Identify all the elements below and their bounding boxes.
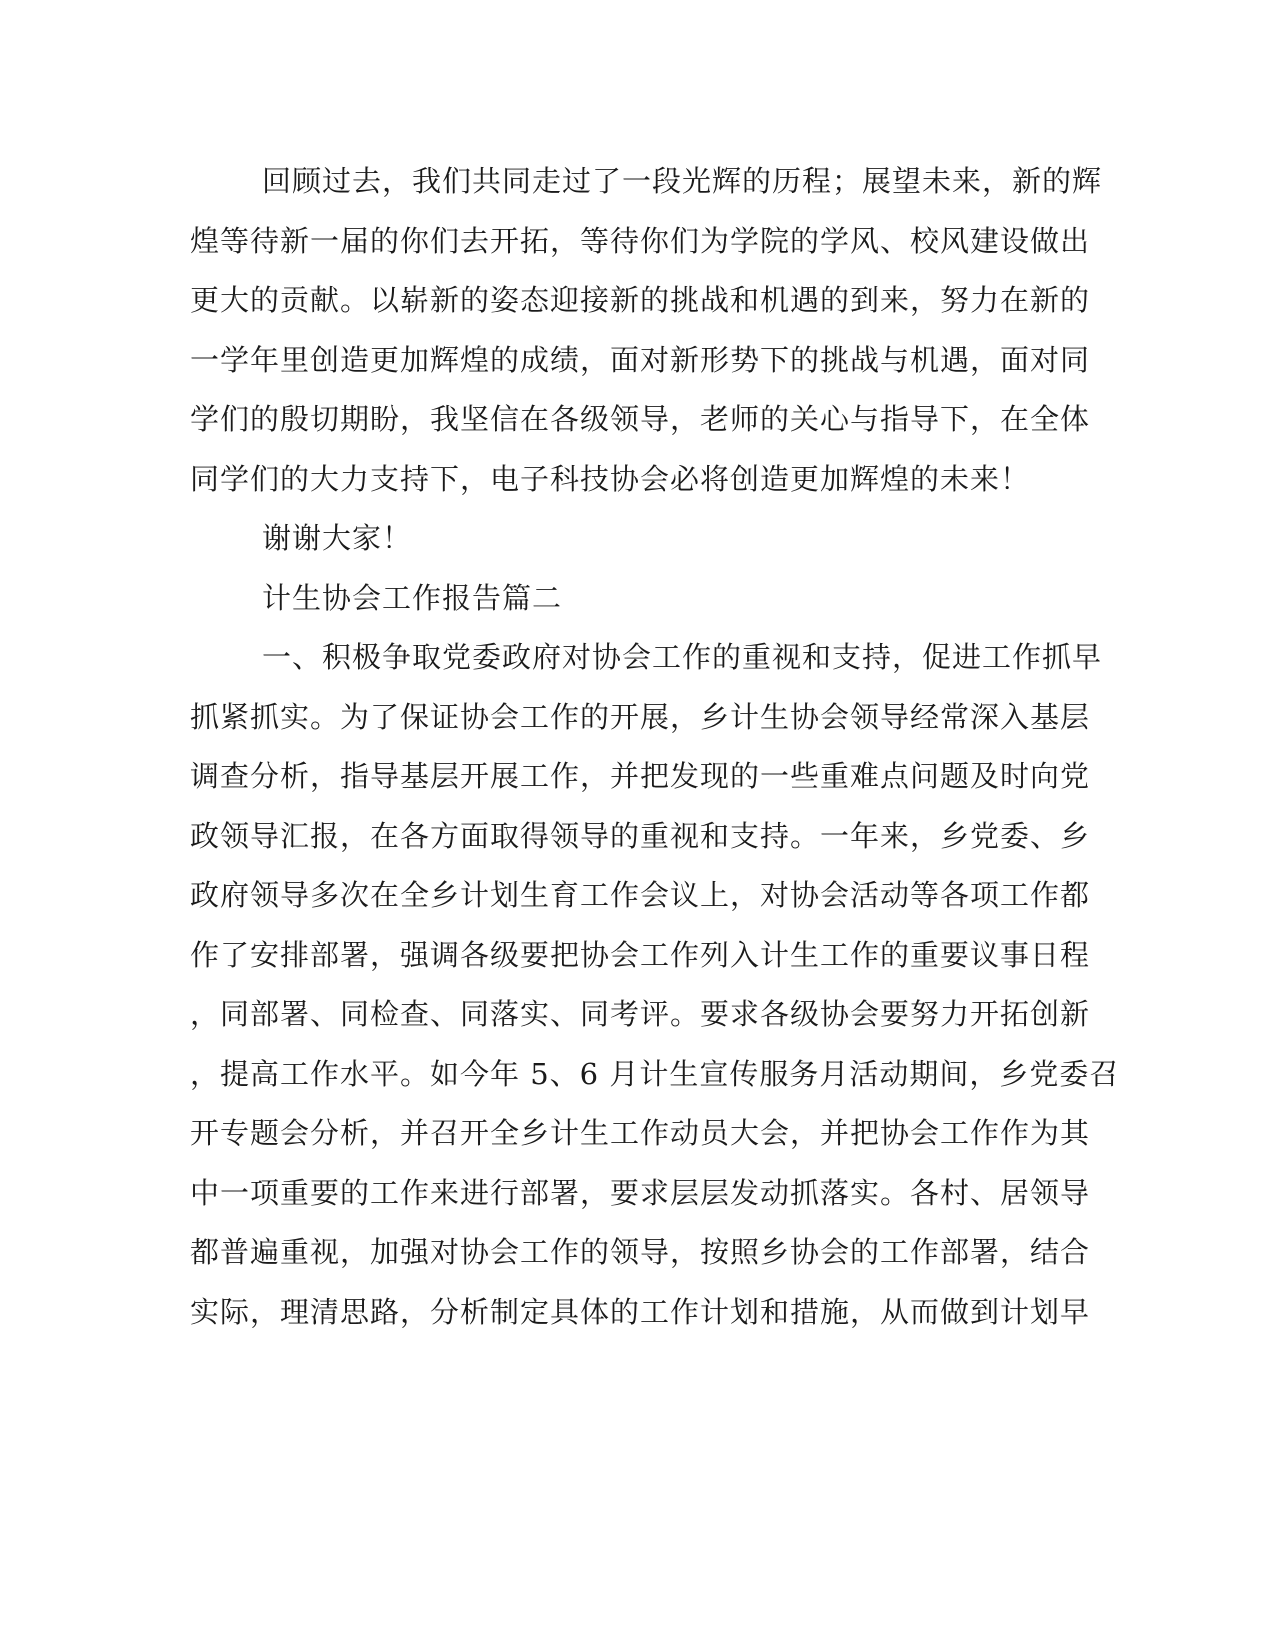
paragraph-line: 开专题会分析，并召开全乡计生工作动员大会，并把协会工作作为其 [190, 1116, 1091, 1150]
section-heading: 计生协会工作报告篇二 [262, 581, 563, 615]
paragraph-line: 回顾过去，我们共同走过了一段光辉的历程；展望未来，新的辉 [262, 164, 1103, 198]
paragraph-line: 一学年里创造更加辉煌的成绩，面对新形势下的挑战与机遇，面对同 [190, 343, 1091, 377]
paragraph-line: 同学们的大力支持下，电子科技协会必将创造更加辉煌的未来！ [190, 462, 1031, 496]
paragraph-line: 一、积极争取党委政府对协会工作的重视和支持，促进工作抓早 [262, 640, 1103, 674]
paragraph-line: 政领导汇报，在各方面取得领导的重视和支持。一年来，乡党委、乡 [190, 819, 1091, 853]
paragraph-line: 更大的贡献。以崭新的姿态迎接新的挑战和机遇的到来，努力在新的 [190, 283, 1091, 317]
paragraph-line: 学们的殷切期盼，我坚信在各级领导，老师的关心与指导下，在全体 [190, 402, 1091, 436]
paragraph-line: 煌等待新一届的你们去开拓，等待你们为学院的学风、校风建设做出 [190, 224, 1091, 258]
paragraph-line: 都普遍重视，加强对协会工作的领导，按照乡协会的工作部署，结合 [190, 1235, 1091, 1269]
paragraph-line: 调查分析，指导基层开展工作，并把发现的一些重难点问题及时向党 [190, 759, 1091, 793]
paragraph-line: 作了安排部署，强调各级要把协会工作列入计生工作的重要议事日程 [190, 938, 1091, 972]
paragraph-line: ，同部署、同检查、同落实、同考评。要求各级协会要努力开拓创新 [190, 997, 1091, 1031]
closing-line: 谢谢大家！ [262, 521, 413, 555]
paragraph-line: 政府领导多次在全乡计划生育工作会议上，对协会活动等各项工作都 [190, 878, 1091, 912]
paragraph-line: 实际，理清思路，分析制定具体的工作计划和措施，从而做到计划早 [190, 1295, 1091, 1329]
paragraph-line: 中一项重要的工作来进行部署，要求层层发动抓落实。各村、居领导 [190, 1176, 1091, 1210]
paragraph-line: 抓紧抓实。为了保证协会工作的开展，乡计生协会领导经常深入基层 [190, 700, 1091, 734]
paragraph-line: ，提高工作水平。如今年 5、6 月计生宣传服务月活动期间，乡党委召 [190, 1057, 1120, 1091]
